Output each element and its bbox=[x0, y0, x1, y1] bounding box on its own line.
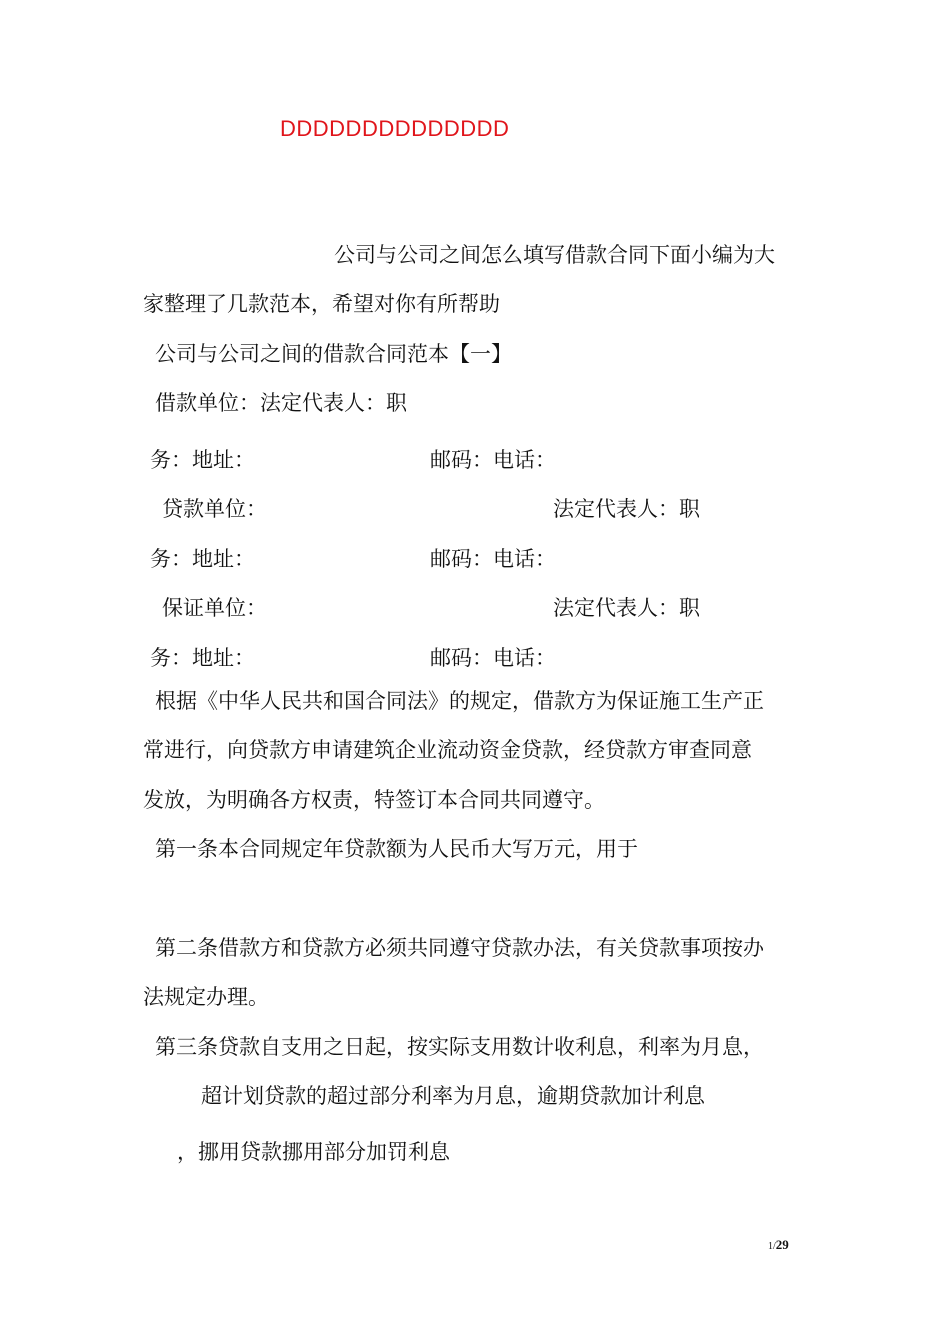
section-title: 公司与公司之间的借款合同范本【一】 bbox=[155, 342, 512, 366]
article-3-line-2: 超计划贷款的超过部分利率为月息，逾期贷款加计利息 bbox=[201, 1084, 705, 1108]
lender-contact: 邮码：电话： bbox=[430, 547, 556, 571]
document-header-title: DDDDDDDDDDDDDD bbox=[280, 116, 510, 141]
page-number-current: 1/ bbox=[768, 1241, 776, 1252]
borrower-address: 务：地址： bbox=[150, 448, 255, 472]
article-3-line-1: 第三条贷款自支用之日起，按实际支用数计收利息，利率为月息， bbox=[155, 1035, 764, 1059]
preamble-line-1: 根据《中华人民共和国合同法》的规定，借款方为保证施工生产正 bbox=[155, 689, 764, 713]
borrower-line: 借款单位：法定代表人：职 bbox=[155, 391, 407, 415]
preamble-line-3: 发放，为明确各方权责，特签订本合同共同遵守。 bbox=[143, 788, 605, 812]
lender-address: 务：地址： bbox=[150, 547, 255, 571]
page-number-total: 29 bbox=[775, 1237, 789, 1252]
guarantor-contact: 邮码：电话： bbox=[430, 646, 556, 670]
page-number bbox=[768, 1237, 789, 1253]
guarantor-unit: 保证单位： bbox=[162, 596, 267, 620]
article-3-line-3: ，挪用贷款挪用部分加罚利息 bbox=[177, 1140, 450, 1164]
preamble-line-2: 常进行，向贷款方申请建筑企业流动资金贷款，经贷款方审查同意 bbox=[143, 738, 752, 762]
lender-unit: 贷款单位： bbox=[162, 497, 267, 521]
guarantor-address: 务：地址： bbox=[150, 646, 255, 670]
article-2-line-1: 第二条借款方和贷款方必须共同遵守贷款办法，有关贷款事项按办 bbox=[155, 936, 764, 960]
article-2-line-2: 法规定办理。 bbox=[143, 985, 269, 1009]
borrower-contact: 邮码：电话： bbox=[430, 448, 556, 472]
article-1: 第一条本合同规定年贷款额为人民币大写万元，用于 bbox=[155, 837, 638, 861]
lender-rep: 法定代表人：职 bbox=[553, 497, 700, 521]
intro-line-2: 家整理了几款范本，希望对你有所帮助 bbox=[143, 292, 500, 316]
guarantor-rep: 法定代表人：职 bbox=[553, 596, 700, 620]
intro-line-1: 公司与公司之间怎么填写借款合同下面小编为大 bbox=[334, 243, 775, 267]
